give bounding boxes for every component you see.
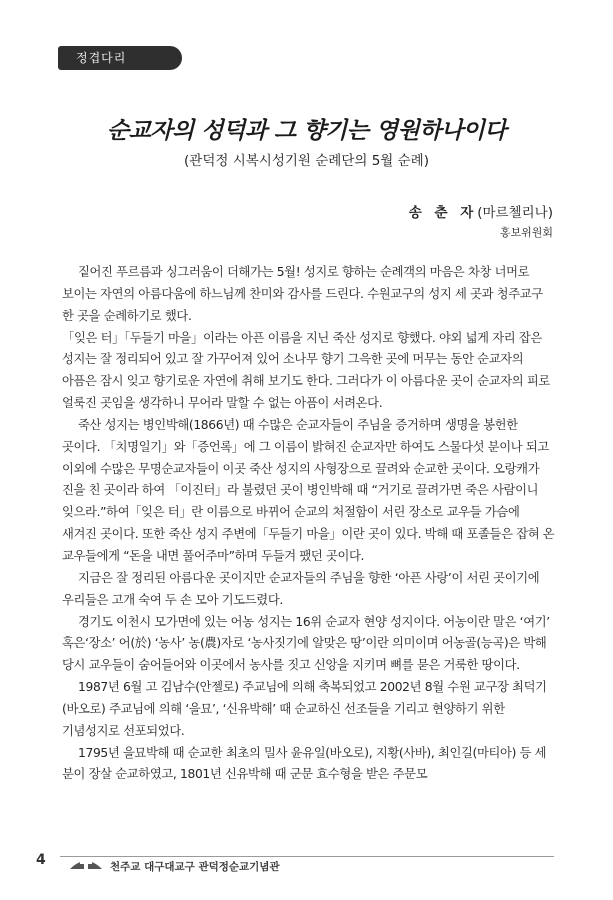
body-paragraph: 1987년 6월 고 김남수(안젤로) 주교님에 의해 축복되었고 2002년 8월 수원 교구장 최덕기(바오로) 주교님에 의해 ‘을묘’, ‘신유박해’ 때 순교하신 선조들을 기리고 현양하기 위한 기념성지로 선포되었다. <box>62 680 547 738</box>
body-paragraph: 지금은 잘 정리된 아름다운 곳이지만 순교자들의 주님을 향한 ‘아픈 사랑’이 서린 곳이기에 우리들은 고개 숙여 두 손 모아 기도드렸다. <box>62 570 540 607</box>
body-paragraph: 경기도 이천시 모가면에 있는 어농 성지는 16위 순교자 현양 성지이다. 어농이란 말은 ‘여기’ 혹은‘장소’ 어(於) ‘농사’ 농(農)자로 ‘농사짓기에 알맞은 땅’이란 의미이며 어농골(능곡)은 박해 당시 교우들이 숨어들어와 이곳에서 농사를 짓고 신앙을 지키며 뼈를 묻은 거룩한 땅이다. <box>62 614 550 673</box>
article-body <box>62 262 556 786</box>
footer-divider <box>60 856 554 857</box>
section-badge: 정겹다리 <box>58 46 182 70</box>
author-byline <box>409 201 553 221</box>
body-paragraph: 「잊은 터」「두들기 마을」이라는 아픈 이름을 지닌 죽산 성지로 향했다. 야외 넓게 자리 잡은 성지는 잘 정리되어 있고 잘 가꾸어져 있어 소나무 향기 그윽한 곳에 머무는 동안 순교자의 아픔은 잠시 잊고 향기로운 자연에 취해 보기도 한다. 그러다가 이 아름다운 곳이 순교자의 피로 얼룩진 곳임을 생각하니 무어라 말할 수 없는 아픔이 서려온다. <box>62 330 550 411</box>
author-affiliation: 홍보위원회 <box>499 226 553 239</box>
body-paragraph: 짙어진 푸르름과 싱그러움이 더해가는 5월! 성지로 향하는 순례객의 마음은 차창 너머로 보이는 자연의 아름다움에 하느님께 찬미와 감사를 드린다. 수원교구의 성지 세 곳과 청주교구 한 곳을 순례하기로 했다. <box>62 265 543 323</box>
author-baptismal-name: (마르첼리나) <box>477 205 553 221</box>
author-name: 송 춘 자 <box>408 205 478 221</box>
article-title: 순교자의 성덕과 그 향기는 영원하나이다 <box>106 118 507 144</box>
body-paragraph: 죽산 성지는 병인박해(1866년) 때 수많은 순교자들이 주님을 증거하며 생명을 봉헌한 곳이다. 「치명일기」와「증언록」에 그 이름이 밝혀진 순교자만 하여도 스물다섯 분이나 되고 이외에 수많은 무명순교자들이 이곳 죽산 성지의 사형장으로 끌려와 순교한 곳이다. 오랑캐가 진을 친 곳이라 하여 「이진터」라 불렸던 곳이 병인박해 때 “거기로 끌려가면 죽은 사람이니 잊으라.”하여「잊은 터」란 이름으로 바뀌어 순교의 처절함이 서린 장소로 교우들 가슴에 새겨진 곳이다. 또한 죽산 성지 주변에「두들기 마을」이란 곳이 있다. 박해 때 포졸들은 잡혀 온 교우들에게 “돈을 내면 풀어주마”하며 두들겨 팼던 곳이다. <box>62 417 555 563</box>
church-logo-icon <box>68 855 104 875</box>
body-paragraph: 1795년 을묘박해 때 순교한 최초의 밀사 윤유일(바오로), 지황(사바), 최인길(마티아) 등 세 분이 장살 순교하였고, 1801년 신유박해 때 군문 효수형을 받은 주문모 <box>62 745 547 782</box>
publisher-name: 천주교 대구대교구 관덕정순교기념관 <box>110 861 280 873</box>
article-subtitle: (관덕정 시복시성기원 순례단의 5월 순례) <box>184 153 429 169</box>
page-number: 4 <box>36 852 46 868</box>
